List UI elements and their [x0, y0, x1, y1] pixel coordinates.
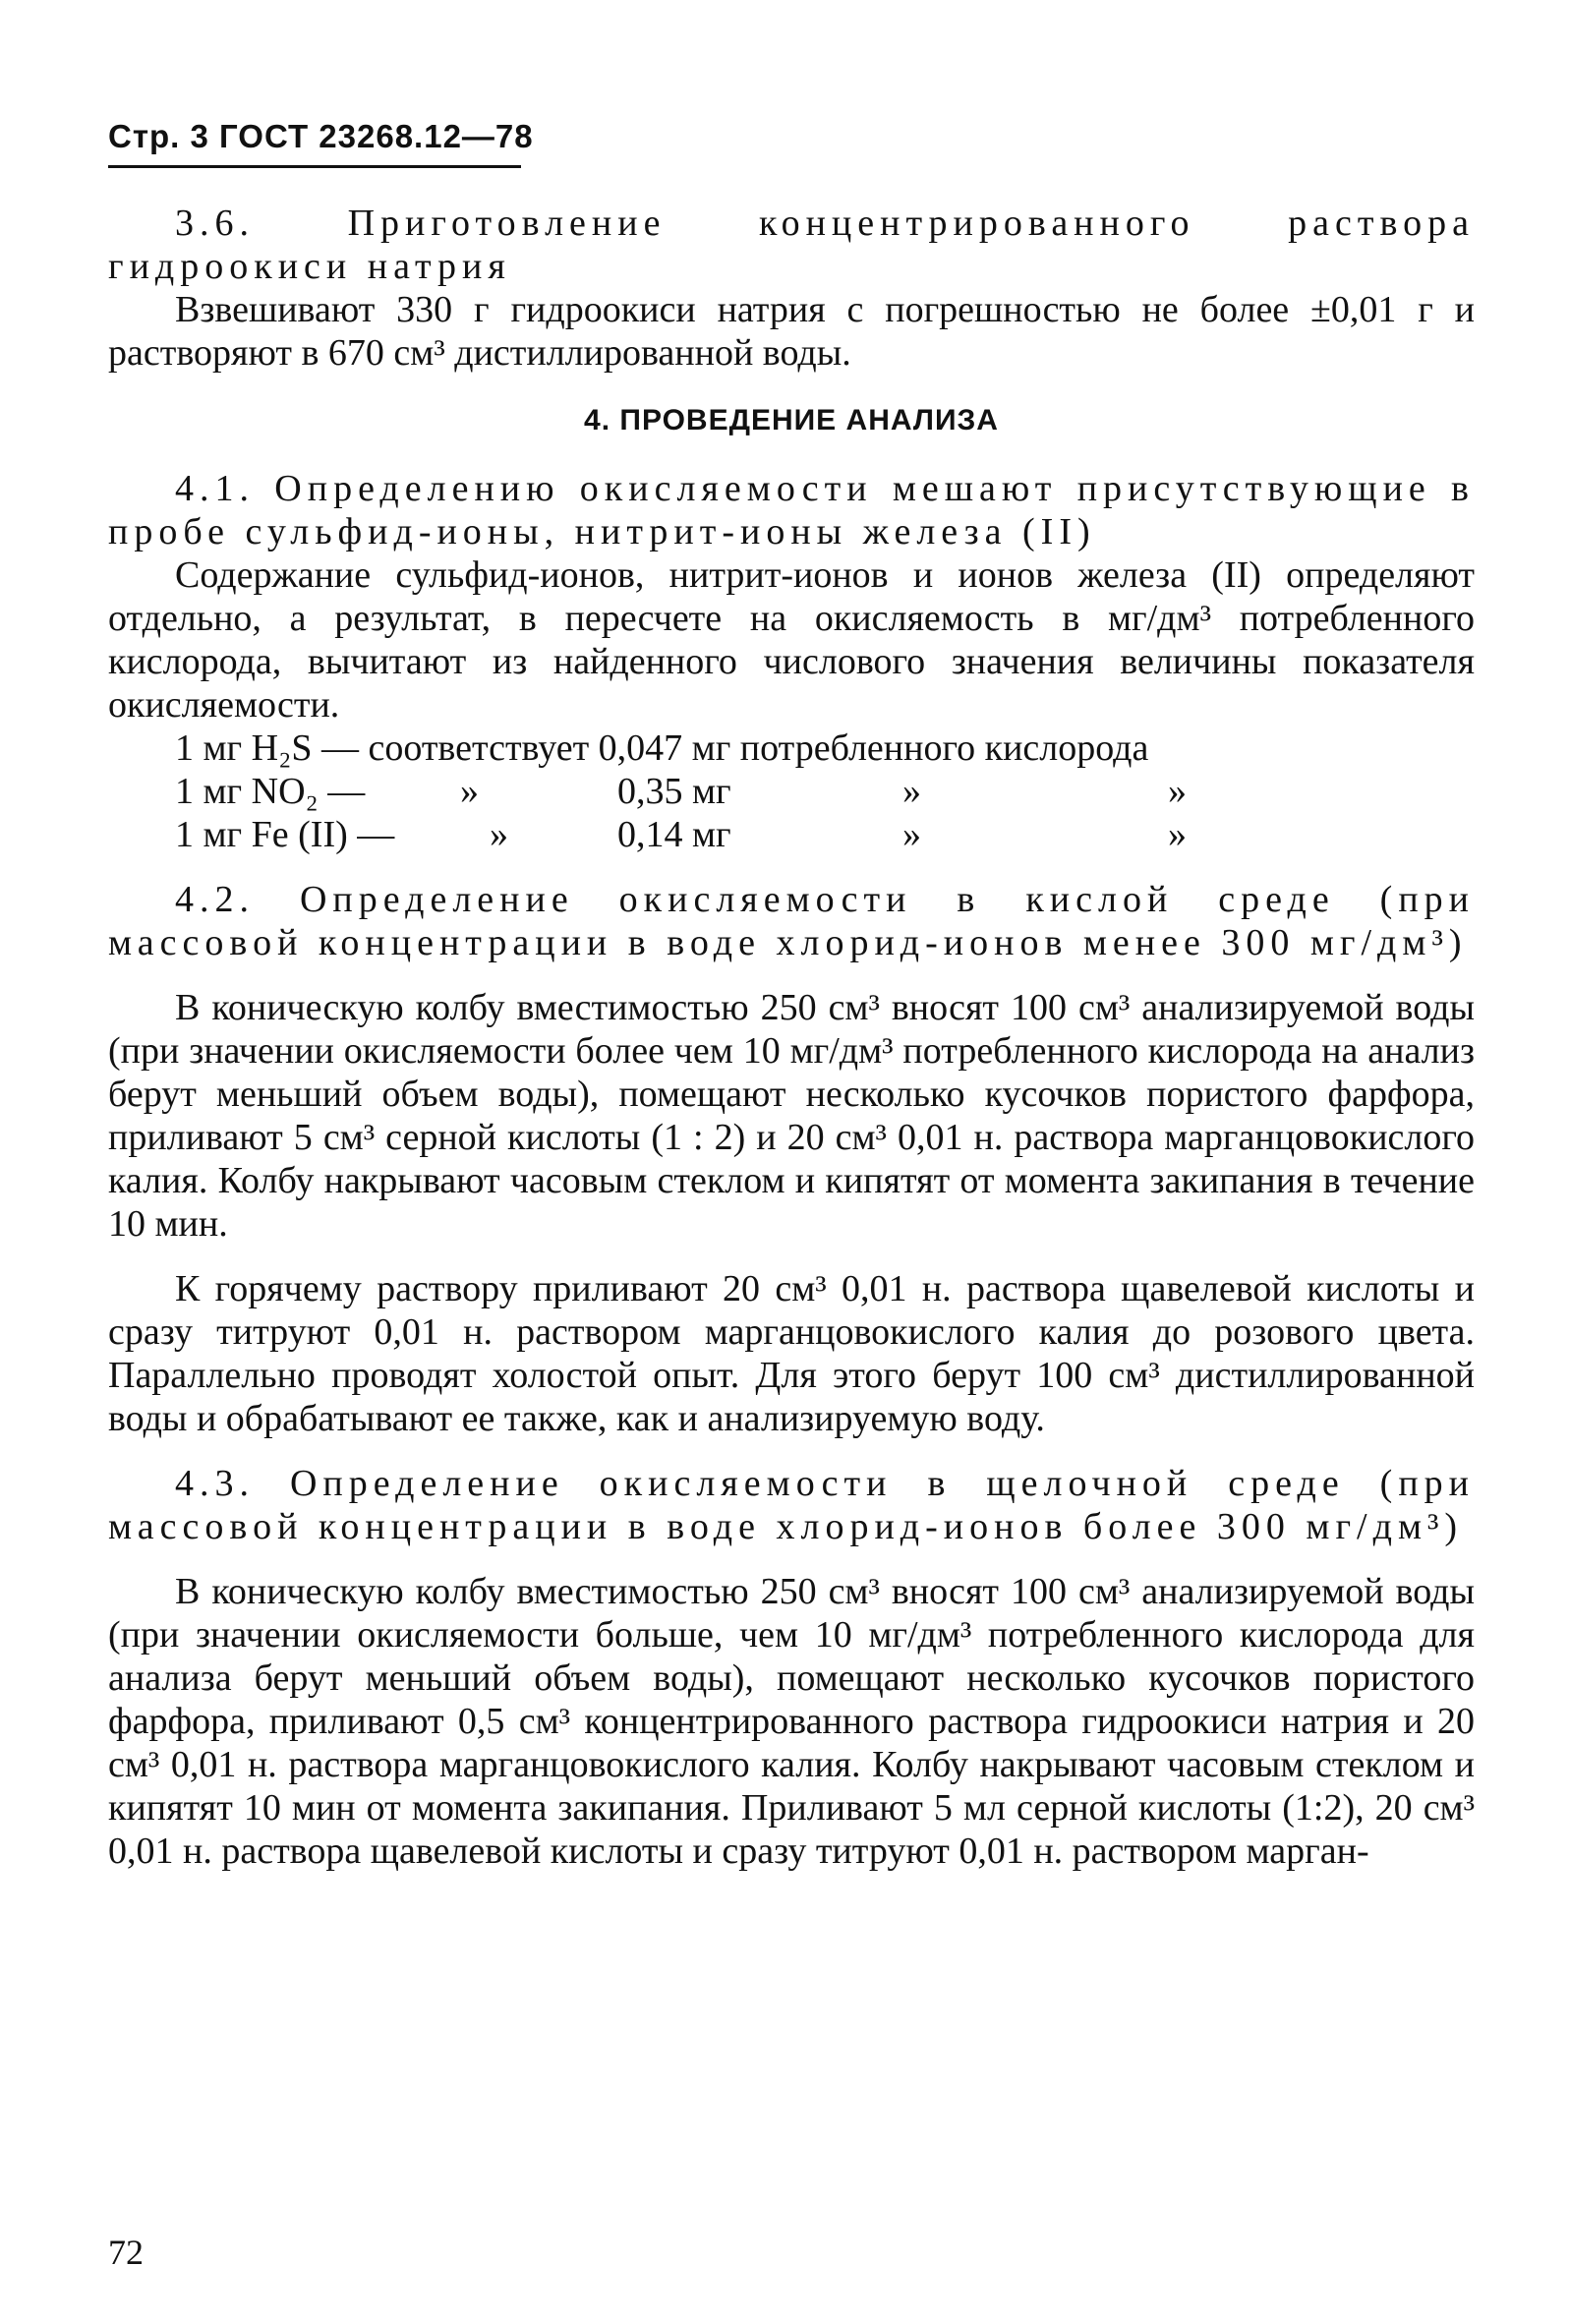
page-header: Стр. 3 ГОСТ 23268.12—78	[108, 118, 534, 154]
equivalence-text: 1 мг H₂S — соответствует 0,047 мг потребленного кислорода	[175, 727, 1149, 769]
ditto-mark: »	[1168, 814, 1187, 855]
equivalence-value: 0,35 мг	[617, 771, 731, 812]
equivalence-row	[108, 726, 1475, 770]
subsection-4-1-body: Содержание сульфид-ионов, нитрит-ионов и ионов железа (II) определяют отдельно, а результат, в пересчете на окисляемость в мг/дм³ потребленного кислорода, вычитают из найденного числового значения величины показателя окисляемости.	[108, 554, 1475, 726]
equivalence-value: 0,14 мг	[617, 814, 731, 855]
ditto-mark: »	[902, 771, 921, 812]
document-page	[108, 118, 1475, 1873]
equivalence-row	[108, 813, 1475, 856]
subsection-4-1-title: 4.1. Определению окисляемости мешают присутствующие в пробе сульфид-ионы, нитрит-ионы железа (II)	[108, 468, 1475, 552]
header-rule	[108, 165, 521, 168]
subsection-3-6-title: 3.6. Приготовление концентрированного раствора гидроокиси натрия	[108, 203, 1475, 287]
section-4-title: 4. ПРОВЕДЕНИЕ АНАЛИЗА	[584, 404, 999, 436]
ditto-mark: »	[1168, 771, 1187, 812]
equivalence-row	[108, 770, 1475, 813]
subsection-4-2-paragraph-1: В коническую колбу вместимостью 250 см³ вносят 100 см³ анализируемой воды (при значении окисляемости более чем 10 мг/дм³ потребленного кислорода на анализ берут меньший объем воды), помещают несколько кусочков пористого фарфора, приливают 5 см³ серной кислоты (1 : 2) и 20 см³ 0,01 н. раствора марганцовокислого калия. Колбу накрывают часовым стеклом и кипятят от момента закипания в течение 10 мин.	[108, 987, 1475, 1245]
ditto-mark: »	[902, 814, 921, 855]
equivalence-label: 1 мг NO₂ —	[175, 771, 366, 812]
subsection-4-2-title: 4.2. Определение окисляемости в кислой среде (при массовой концентрации в воде хлорид-ионов менее 300 мг/дм³)	[108, 879, 1475, 963]
subsection-4-3-title: 4.3. Определение окисляемости в щелочной среде (при массовой концентрации в воде хлорид-ионов более 300 мг/дм³)	[108, 1463, 1475, 1547]
ditto-mark: »	[460, 771, 479, 812]
subsection-4-2-paragraph-2: К горячему раствору приливают 20 см³ 0,01 н. раствора щавелевой кислоты и сразу титруют 0,01 н. раствором марганцовокислого калия до розового цвета. Параллельно проводят холостой опыт. Для этого берут 100 см³ дистиллированной воды и обрабатывают ее также, как и анализируемую воду.	[108, 1268, 1475, 1439]
ditto-mark: »	[490, 814, 508, 855]
subsection-3-6-body: Взвешивают 330 г гидроокиси натрия с погрешностью не более ±0,01 г и растворяют в 670 см³ дистиллированной воды.	[108, 289, 1475, 374]
subsection-4-3-paragraph-1: В коническую колбу вместимостью 250 см³ вносят 100 см³ анализируемой воды (при значении окисляемости больше, чем 10 мг/дм³ потребленного кислорода для анализа берут меньший объем воды), помещают несколько кусочков пористого фарфора, приливают 0,5 см³ концентрированного раствора гидроокиси натрия и 20 см³ 0,01 н. раствора марганцовокислого калия. Колбу накрывают часовым стеклом и кипятят 10 мин от момента закипания. Приливают 5 мл серной кислоты (1:2), 20 см³ 0,01 н. раствора щавелевой кислоты и сразу титруют 0,01 н. раствором марган-	[108, 1571, 1475, 1872]
equivalence-label: 1 мг Fe (II) —	[175, 814, 395, 855]
page-number: 72	[108, 2233, 144, 2272]
